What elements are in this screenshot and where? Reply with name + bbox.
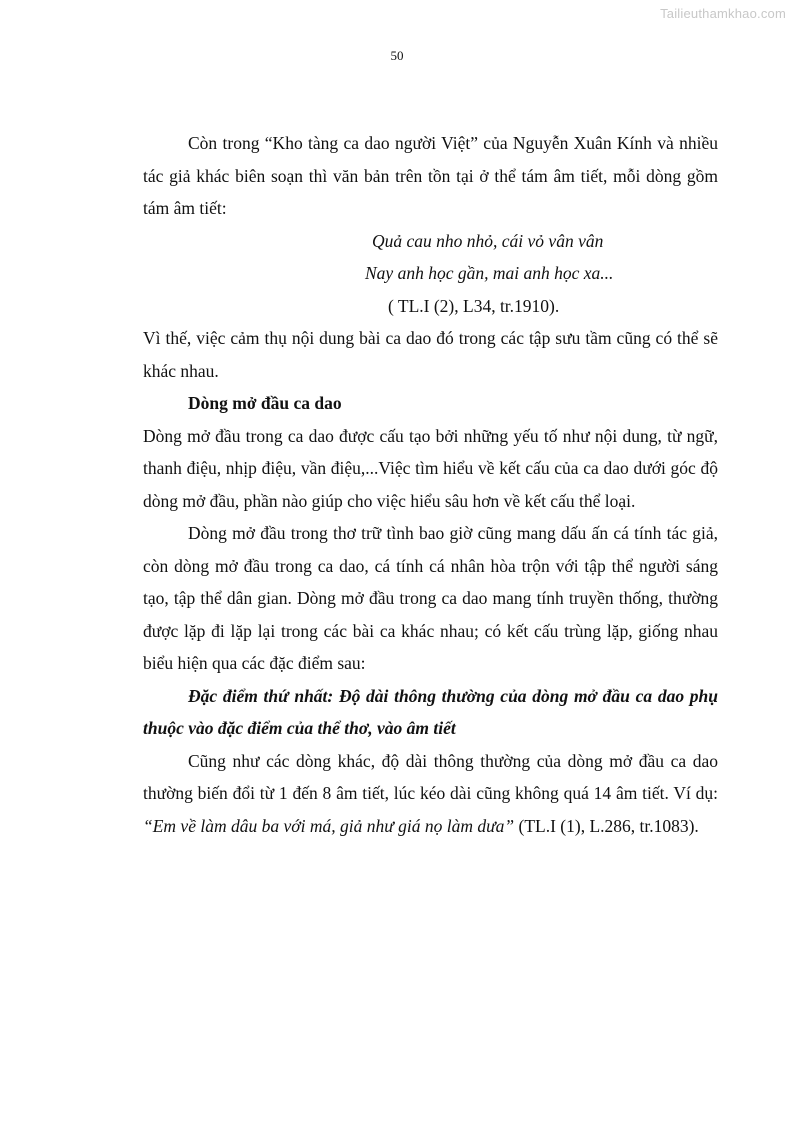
section-heading: Dòng mở đầu ca dao: [188, 393, 342, 413]
paragraph-intro: Còn trong “Kho tàng ca dao người Việt” của Nguyễn Xuân Kính và nhiều tác giả khác biên soạn thì văn bản trên tồn tại ở thể tám âm tiết, mỗi dòng gồm tám âm tiết:: [143, 133, 718, 218]
paragraph-lyric-comparison: Dòng mở đầu trong thơ trữ tình bao giờ cũng mang dấu ấn cá tính tác giả, còn dòng mở đầu trong ca dao, cá tính cá nhân hòa trộn với tập thể người sáng tạo, tập thể dân gian. Dòng mở đầu trong ca dao mang tính truyền thống, thường được lặp đi lặp lại trong các bài ca khác nhau; có kết cấu trùng lặp, giống nhau biểu hiện qua các đặc điểm sau:: [143, 523, 718, 673]
paragraph-line-length: [143, 745, 718, 843]
poem-citation: ( TL.I (2), L34, tr.1910).: [388, 295, 560, 316]
poem-quote: [143, 225, 718, 290]
feature-one-heading: Đặc điểm thứ nhất: Độ dài thông thường của dòng mở đầu ca dao phụ thuộc vào đặc điểm của thể thơ, vào âm tiết: [143, 685, 718, 738]
paragraph-line-length-text: Cũng như các dòng khác, độ dài thông thường của dòng mở đầu ca dao thường biến đổi từ 1 đến 8 âm tiết, lúc kéo dài cũng không quá 14 âm tiết. Ví dụ:: [143, 750, 718, 803]
document-body: [143, 127, 718, 842]
page-number: 50: [390, 48, 404, 63]
poem-line-1: Quả cau nho nhỏ, cái vỏ vân vân: [372, 230, 604, 251]
poem-line-2: Nay anh học gần, mai anh học xa...: [365, 263, 614, 283]
example-citation: (TL.I (1), L.286, tr.1083).: [514, 815, 699, 836]
watermark: Tailieuthamkhao.com: [660, 6, 786, 21]
paragraph-conclusion: Vì thế, việc cảm thụ nội dung bài ca dao đó trong các tập sưu tầm cũng có thể sẽ khác nhau.: [143, 328, 718, 381]
example-quote: “Em về làm dâu ba với má, giả như giá nọ làm dưa”: [143, 815, 515, 836]
paragraph-opening-line: Dòng mở đầu trong ca dao được cấu tạo bởi những yếu tố như nội dung, từ ngữ, thanh điệu, nhịp điệu, vần điệu,...Việc tìm hiểu về kết cấu của ca dao dưới góc độ dòng mở đầu, phần nào giúp cho việc hiểu sâu hơn về kết cấu thể loại.: [143, 425, 718, 511]
